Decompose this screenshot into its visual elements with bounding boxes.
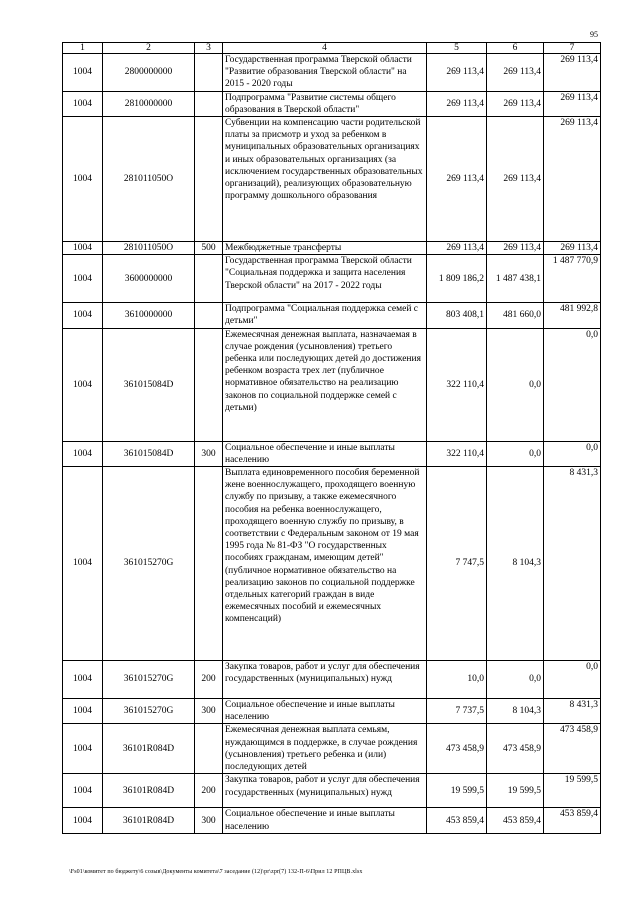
cell-target-article: 2800000000 xyxy=(103,54,195,92)
table-row xyxy=(63,255,601,303)
cell-amount-year3: 269 113,4 xyxy=(544,91,601,116)
cell-target-article: 361015270G xyxy=(103,467,195,661)
cell-expense-type xyxy=(195,467,223,661)
cell-amount-year2: 19 599,5 xyxy=(487,774,544,808)
cell-target-article: 36101R084D xyxy=(103,774,195,808)
cell-amount-year1: 1 809 186,2 xyxy=(427,255,487,303)
cell-description: Межбюджетные трансферты xyxy=(223,242,427,255)
column-header: 6 xyxy=(487,43,544,54)
cell-target-article: 361015084D xyxy=(103,441,195,466)
column-header: 7 xyxy=(544,43,601,54)
cell-amount-year3: 269 113,4 xyxy=(544,117,601,242)
cell-description: Ежемесячная денежная выплата семьям, нуждающимся в поддержке, в случае рождения (усыновления) третьего ребенка и (или) последующих детей xyxy=(223,724,427,774)
cell-amount-year1: 453 859,4 xyxy=(427,808,487,834)
table-row xyxy=(63,467,601,661)
table-row xyxy=(63,54,601,92)
cell-section: 1004 xyxy=(63,242,103,255)
cell-section: 1004 xyxy=(63,328,103,441)
cell-section: 1004 xyxy=(63,303,103,328)
cell-description: Подпрограмма "Социальная поддержка семей с детьми" xyxy=(223,303,427,328)
cell-amount-year1: 269 113,4 xyxy=(427,242,487,255)
table-row xyxy=(63,242,601,255)
cell-amount-year2: 269 113,4 xyxy=(487,117,544,242)
cell-amount-year3: 1 487 770,9 xyxy=(544,255,601,303)
cell-target-article: 281011050O xyxy=(103,242,195,255)
cell-amount-year3: 269 113,4 xyxy=(544,54,601,92)
cell-expense-type xyxy=(195,303,223,328)
cell-amount-year1: 322 110,4 xyxy=(427,441,487,466)
cell-target-article: 36101R084D xyxy=(103,808,195,834)
cell-target-article: 361015270G xyxy=(103,699,195,724)
cell-target-article: 36101R084D xyxy=(103,724,195,774)
cell-description: Социальное обеспечение и иные выплаты населению xyxy=(223,808,427,834)
column-header: 2 xyxy=(103,43,195,54)
cell-amount-year1: 322 110,4 xyxy=(427,328,487,441)
table-row xyxy=(63,441,601,466)
cell-expense-type xyxy=(195,91,223,116)
cell-expense-type xyxy=(195,54,223,92)
cell-amount-year1: 269 113,4 xyxy=(427,54,487,92)
cell-amount-year3: 269 113,4 xyxy=(544,242,601,255)
cell-section: 1004 xyxy=(63,661,103,699)
cell-amount-year3: 8 431,3 xyxy=(544,467,601,661)
cell-description: Закупка товаров, работ и услуг для обеспечения государственных (муниципальных) нужд xyxy=(223,661,427,699)
cell-expense-type xyxy=(195,328,223,441)
column-header: 3 xyxy=(195,43,223,54)
cell-section: 1004 xyxy=(63,724,103,774)
cell-expense-type xyxy=(195,255,223,303)
cell-description: Социальное обеспечение и иные выплаты населению xyxy=(223,699,427,724)
cell-section: 1004 xyxy=(63,91,103,116)
cell-section: 1004 xyxy=(63,117,103,242)
cell-expense-type: 300 xyxy=(195,808,223,834)
cell-target-article: 361015270G xyxy=(103,661,195,699)
cell-amount-year2: 8 104,3 xyxy=(487,699,544,724)
cell-amount-year2: 269 113,4 xyxy=(487,91,544,116)
cell-section: 1004 xyxy=(63,699,103,724)
table-row xyxy=(63,661,601,699)
cell-section: 1004 xyxy=(63,441,103,466)
cell-target-article: 2810000000 xyxy=(103,91,195,116)
cell-expense-type: 200 xyxy=(195,661,223,699)
table-row xyxy=(63,774,601,808)
table-row xyxy=(63,699,601,724)
cell-amount-year2: 0,0 xyxy=(487,328,544,441)
column-header: 5 xyxy=(427,43,487,54)
cell-section: 1004 xyxy=(63,255,103,303)
cell-target-article: 3610000000 xyxy=(103,303,195,328)
cell-amount-year3: 0,0 xyxy=(544,328,601,441)
cell-amount-year1: 803 408,1 xyxy=(427,303,487,328)
file-path-footer: \Fs01\комитет по бюджету\6 созыв\Документы комитета\7 заседание (12)\pr\zpr(7) 132-П-6\Прил 12 РПЦВ.xlsx xyxy=(69,869,363,875)
cell-amount-year1: 7 747,5 xyxy=(427,467,487,661)
table-row xyxy=(63,724,601,774)
cell-section: 1004 xyxy=(63,808,103,834)
cell-amount-year2: 481 660,0 xyxy=(487,303,544,328)
cell-description: Подпрограмма "Развитие системы общего образования в Тверской области" xyxy=(223,91,427,116)
cell-amount-year3: 19 599,5 xyxy=(544,774,601,808)
cell-amount-year3: 473 458,9 xyxy=(544,724,601,774)
cell-description: Государственная программа Тверской области "Развитие образования Тверской области" на 2015 - 2020 годы xyxy=(223,54,427,92)
cell-amount-year2: 453 859,4 xyxy=(487,808,544,834)
cell-expense-type: 300 xyxy=(195,441,223,466)
table-row xyxy=(63,91,601,116)
budget-table xyxy=(62,42,601,834)
cell-section: 1004 xyxy=(63,774,103,808)
cell-amount-year3: 453 859,4 xyxy=(544,808,601,834)
cell-amount-year1: 7 737,5 xyxy=(427,699,487,724)
cell-description: Выплата единовременного пособия беременной жене военнослужащего, проходящего военную службу по призыву, а также ежемесячного пособия на ребенка военнослужащего, проходящего военную службу по призыву, в соответствии с Федеральным законом от 19 мая 1995 года № 81-ФЗ "О государственных пособиях гражданам, имеющим детей" (публичное нормативное обязательство на реализацию законов по социальной поддержке отдельных категорий граждан в виде ежемесячных пособий и ежемесячных компенсаций) xyxy=(223,467,427,661)
table-row xyxy=(63,328,601,441)
table-row xyxy=(63,808,601,834)
cell-description: Субвенции на компенсацию части родительской платы за присмотр и уход за ребенком в муниципальных образовательных организациях и иных образовательных организациях (за исключением государственных образовательных организаций), реализующих образовательную программу дошкольного образования xyxy=(223,117,427,242)
cell-description: Государственная программа Тверской области "Социальная поддержка и защита населения Тверской области" на 2017 - 2022 годы xyxy=(223,255,427,303)
table-row xyxy=(63,303,601,328)
cell-amount-year3: 8 431,3 xyxy=(544,699,601,724)
column-header: 1 xyxy=(63,43,103,54)
cell-expense-type xyxy=(195,117,223,242)
cell-target-article: 3600000000 xyxy=(103,255,195,303)
cell-section: 1004 xyxy=(63,54,103,92)
cell-amount-year3: 0,0 xyxy=(544,661,601,699)
column-header: 4 xyxy=(223,43,427,54)
cell-expense-type: 200 xyxy=(195,774,223,808)
cell-description: Социальное обеспечение и иные выплаты населению xyxy=(223,441,427,466)
cell-amount-year1: 10,0 xyxy=(427,661,487,699)
cell-amount-year2: 0,0 xyxy=(487,661,544,699)
cell-target-article: 361015084D xyxy=(103,328,195,441)
cell-expense-type xyxy=(195,724,223,774)
cell-amount-year1: 269 113,4 xyxy=(427,91,487,116)
cell-amount-year2: 8 104,3 xyxy=(487,467,544,661)
cell-section: 1004 xyxy=(63,467,103,661)
cell-expense-type: 300 xyxy=(195,699,223,724)
cell-amount-year2: 473 458,9 xyxy=(487,724,544,774)
page-number: 95 xyxy=(590,30,598,39)
cell-amount-year2: 269 113,4 xyxy=(487,54,544,92)
table-row xyxy=(63,117,601,242)
cell-target-article: 281011050O xyxy=(103,117,195,242)
cell-amount-year1: 269 113,4 xyxy=(427,117,487,242)
cell-amount-year1: 19 599,5 xyxy=(427,774,487,808)
cell-amount-year2: 269 113,4 xyxy=(487,242,544,255)
cell-amount-year1: 473 458,9 xyxy=(427,724,487,774)
cell-amount-year2: 1 487 438,1 xyxy=(487,255,544,303)
cell-description: Ежемесячная денежная выплата, назначаемая в случае рождения (усыновления) третьего ребенка или последующих детей до достижения ребенком возраста трех лет (публичное нормативное обязательство на реализацию законов по социальной поддержке семей с детьми) xyxy=(223,328,427,441)
cell-description: Закупка товаров, работ и услуг для обеспечения государственных (муниципальных) нужд xyxy=(223,774,427,808)
cell-expense-type: 500 xyxy=(195,242,223,255)
cell-amount-year3: 0,0 xyxy=(544,441,601,466)
table-header-row xyxy=(63,43,601,54)
cell-amount-year2: 0,0 xyxy=(487,441,544,466)
cell-amount-year3: 481 992,8 xyxy=(544,303,601,328)
